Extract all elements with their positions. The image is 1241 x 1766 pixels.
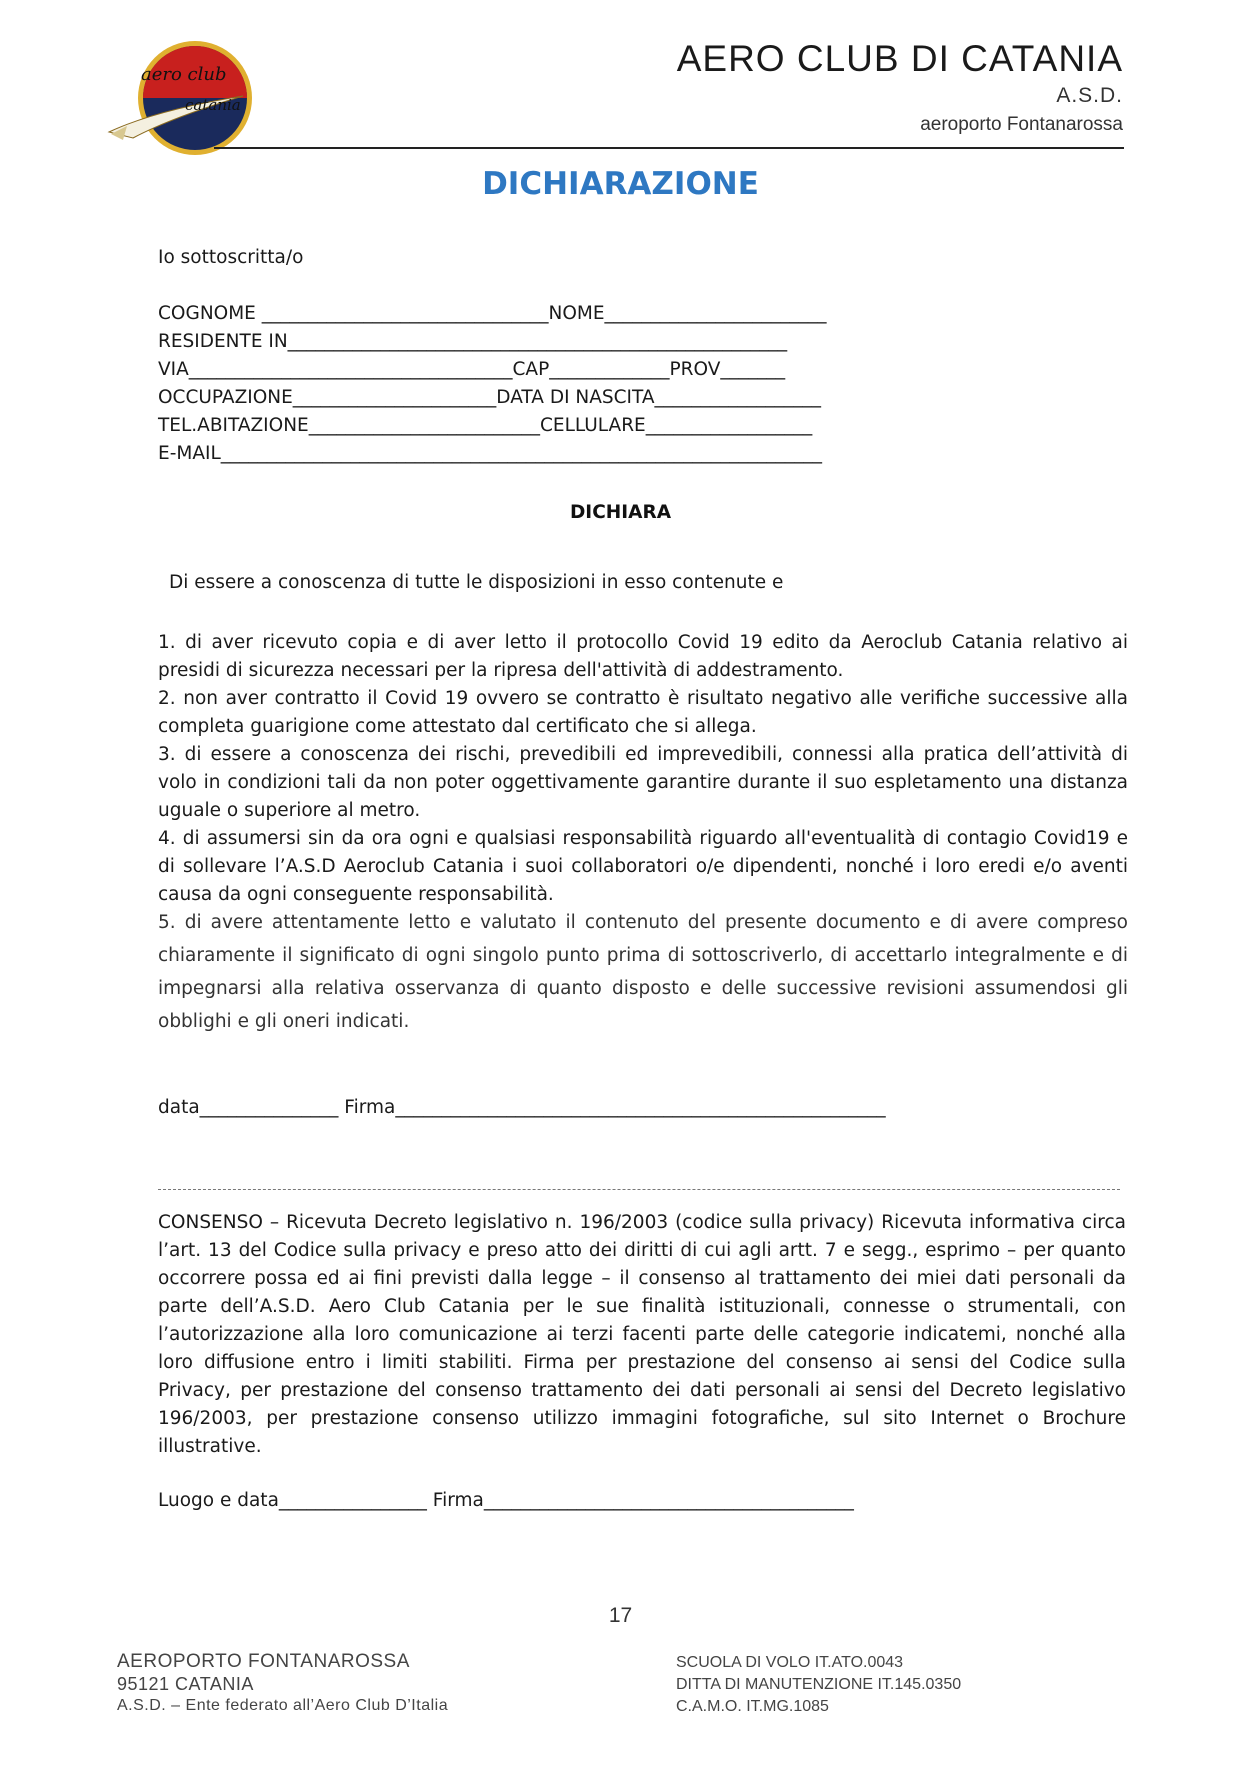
logo-text-top: aero club (141, 64, 227, 85)
footer-address-line-3: A.S.D. – Ente federato all’Aero Club D’Italia (117, 1697, 449, 1714)
field-residente: RESIDENTE IN______________________________________________________ (158, 331, 788, 352)
footer-camo-code: C.A.M.O. IT.MG.1085 (676, 1698, 829, 1715)
dichiara-heading: DICHIARA (569, 502, 672, 523)
consent-signature-line: Luogo e data________________ Firma________________________________________ (158, 1490, 854, 1511)
intro-text: Io sottoscritta/o (158, 247, 304, 268)
footer-address-line-2: 95121 CATANIA (117, 1674, 254, 1694)
logo-text-bottom: catania (185, 96, 241, 114)
document-title: DICHIARAZIONE (482, 166, 759, 202)
club-name: AERO CLUB DI CATANIA (676, 38, 1123, 79)
consent-paragraph: CONSENSO – Ricevuta Decreto legislativo n. 196/2003 (codice sulla privacy) Ricevuta informativa circa l’art. 13 del Codice sulla privacy e preso atto dei diritti di cui agli artt. 7 e segg., esprimo – per quanto occorrere possa ed ai fini previsti dalla legge – il consenso al trattamento dei miei dati personali da parte dell’A.S.D. Aero Club Catania per le sue finalità istituzionali, connesse o strumentali, con l’autorizzazione alla loro comunicazione ai terzi facenti parte delle categorie indicatemi, nonché alla loro diffusione entro i limiti stabiliti. Firma per prestazione del consenso ai sensi del Codice sulla Privacy, per prestazione del consenso trattamento dei dati personali ai sensi del Decreto legislativo 196/2003, per prestazione consenso utilizzo immagini fotografiche, sul sito Internet o Brochure illustrative. (158, 1212, 1126, 1457)
field-occupazione-nascita: OCCUPAZIONE______________________DATA DI NASCITA__________________ (158, 387, 822, 408)
point-2: 2. non aver contratto il Covid 19 ovvero se contratto è risultato negativo alle verifiche successive alla completa guarigione come attestato dal certificato che si allega. (158, 688, 1128, 737)
footer-school-code: SCUOLA DI VOLO IT.ATO.0043 (676, 1654, 904, 1671)
field-email: E-MAIL_________________________________________________________________ (158, 443, 822, 464)
field-cognome-nome: COGNOME _______________________________NOME________________________ (158, 303, 827, 324)
separator-dashed (158, 1189, 1120, 1190)
point-1: 1. di aver ricevuto copia e di aver letto il protocollo Covid 19 edito da Aeroclub Catania relativo ai presidi di sicurezza necessari per la ripresa dell'attività di addestramento. (158, 632, 1128, 681)
header-rule (214, 147, 1124, 149)
field-telefono-cellulare: TEL.ABITAZIONE_________________________CELLULARE__________________ (158, 415, 813, 436)
point-3: 3. di essere a conoscenza dei rischi, prevedibili ed imprevedibili, connessi alla pratica dell’attività di volo in condizioni tali da non poter oggettivamente garantire durante il suo espletamento una distanza uguale o superiore al metro. (158, 744, 1128, 821)
point-4: 4. di assumersi sin da ora ogni e qualsiasi responsabilità riguardo all'eventualità di contagio Covid19 e di sollevare l’A.S.D Aeroclub Catania i suoi collaboratori o/e dipendenti, nonché i loro eredi e/o aventi causa da ogni conseguente responsabilità. (158, 828, 1128, 905)
footer-address-line-1: AEROPORTO FONTANAROSSA (117, 1651, 410, 1672)
page-number: 17 (608, 1604, 633, 1627)
point-5: 5. di avere attentamente letto e valutato il contenuto del presente documento e di avere compreso chiaramente il significato di ogni singolo punto prima di sottoscriverlo, di accettarlo integralmente e di impegnarsi alla relativa osservanza di quanto disposto e delle successive revisioni assumendosi gli obblighi e gli oneri indicati. (158, 912, 1128, 1032)
preamble-text: Di essere a conoscenza di tutte le disposizioni in esso contenute e (169, 572, 784, 593)
date-signature-line: data_______________ Firma_____________________________________________________ (158, 1097, 886, 1118)
field-via-cap-prov: VIA___________________________________CAP_____________PROV_______ (158, 359, 786, 380)
footer-maintenance-code: DITTA DI MANUTENZIONE IT.145.0350 (676, 1676, 962, 1693)
club-asd: A.S.D. (1056, 84, 1123, 107)
aero-club-logo (103, 34, 255, 162)
club-airport: aeroporto Fontanarossa (920, 114, 1123, 135)
